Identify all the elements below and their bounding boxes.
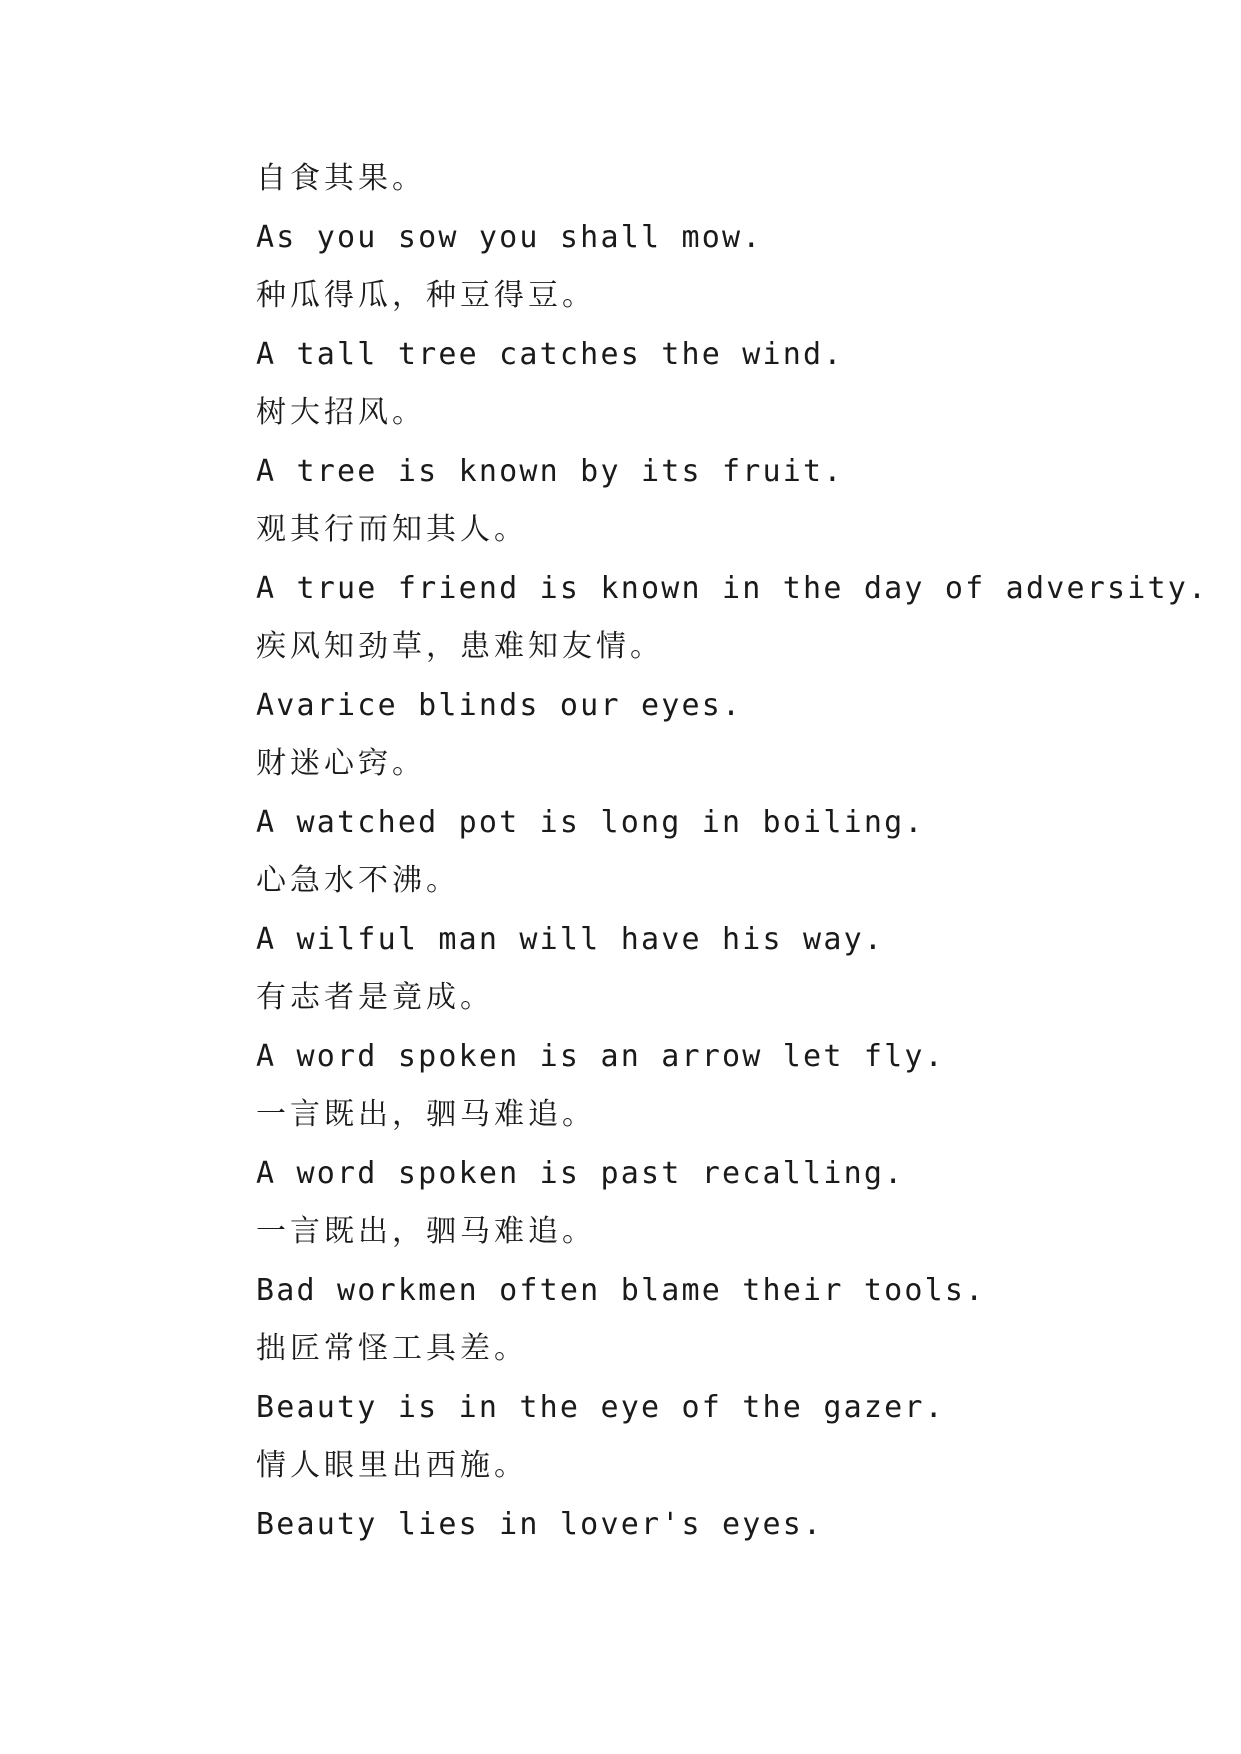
proverb-line-english: Avarice blinds our eyes. (256, 687, 743, 723)
proverb-line-english: A true friend is known in the day of adversity. (256, 570, 1209, 606)
proverb-line-chinese: 情人眼里出西施。 (256, 1448, 528, 1483)
proverb-line-english: A watched pot is long in boiling. (256, 804, 925, 840)
proverb-line-chinese: 心急水不沸。 (256, 863, 460, 898)
proverb-line-english: Beauty is in the eye of the gazer. (256, 1389, 945, 1425)
proverb-line-chinese: 有志者是竟成。 (256, 980, 494, 1015)
proverb-line-chinese: 自食其果。 (256, 161, 426, 196)
proverb-line-chinese: 一言既出，驷马难追。 (256, 1097, 596, 1132)
proverb-line-chinese: 种瓜得瓜，种豆得豆。 (256, 278, 596, 313)
proverb-line-chinese: 拙匠常怪工具差。 (256, 1331, 528, 1366)
proverb-line-chinese: 树大招风。 (256, 395, 426, 430)
proverb-line-english: As you sow you shall mow. (256, 219, 763, 255)
proverb-line-english: A wilful man will have his way. (256, 921, 885, 957)
proverb-list (256, 160, 1209, 1564)
proverb-line-english: Beauty lies in lover's eyes. (256, 1506, 824, 1542)
proverb-line-chinese: 财迷心窍。 (256, 746, 426, 781)
proverb-line-chinese: 疾风知劲草，患难知友情。 (256, 629, 664, 664)
proverb-line-english: A word spoken is past recalling. (256, 1155, 905, 1191)
proverb-line-english: A word spoken is an arrow let fly. (256, 1038, 945, 1074)
proverb-line-chinese: 观其行而知其人。 (256, 512, 528, 547)
proverb-line-english: A tall tree catches the wind. (256, 336, 844, 372)
proverb-line-english: A tree is known by its fruit. (256, 453, 844, 489)
proverb-line-english: Bad workmen often blame their tools. (256, 1272, 986, 1308)
proverb-line-chinese: 一言既出，驷马难追。 (256, 1214, 596, 1249)
